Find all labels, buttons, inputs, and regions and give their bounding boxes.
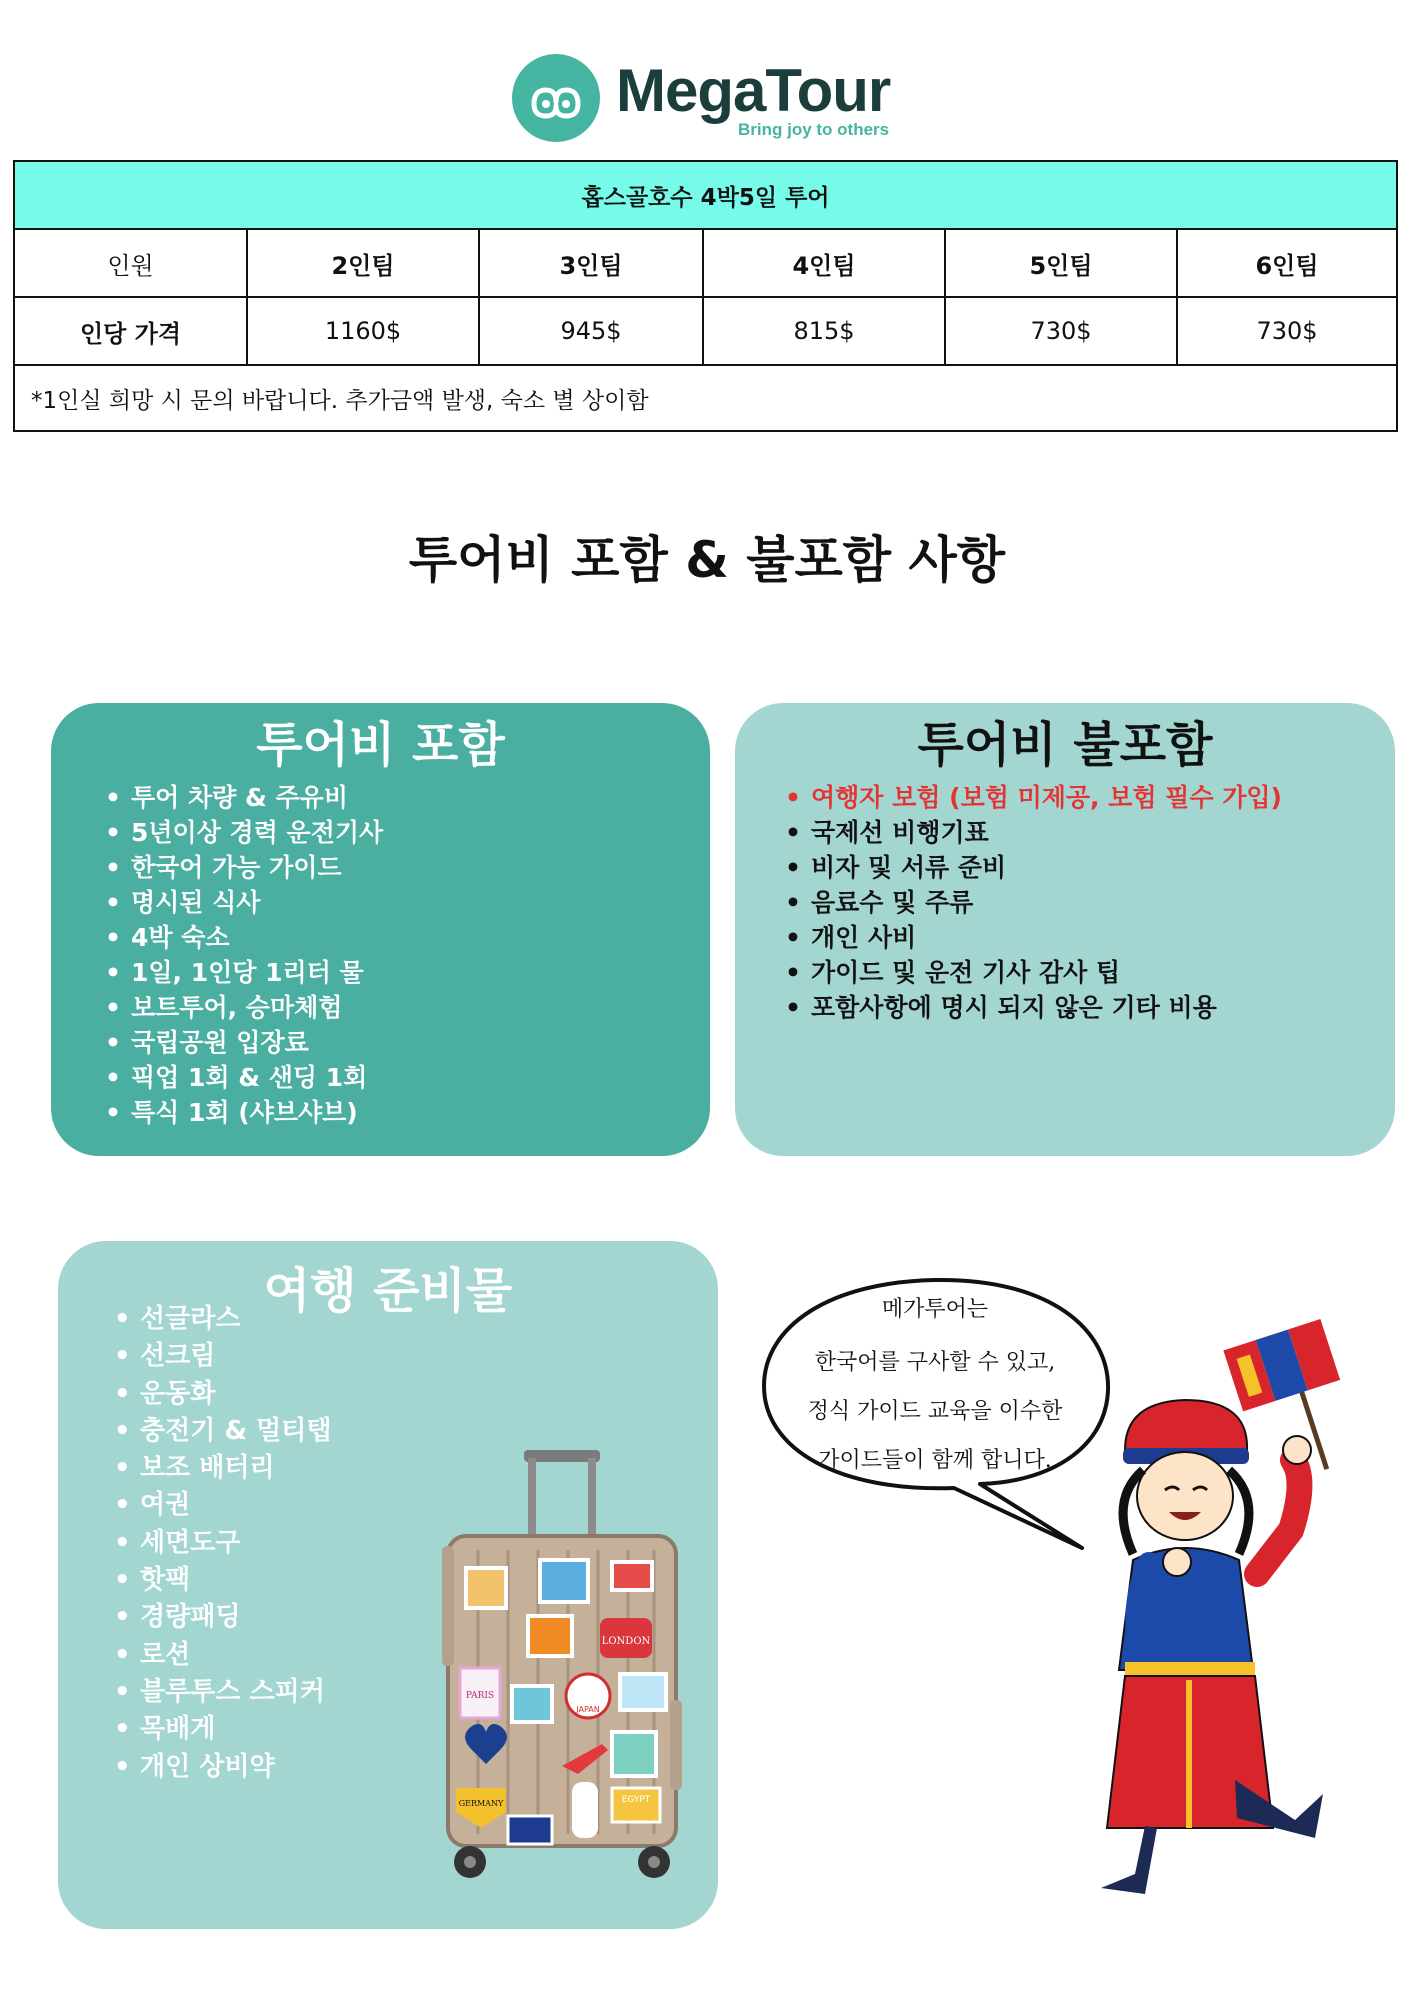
team-size-label: 인원 [14,229,247,297]
list-item: • 음료수 및 주류 [781,885,1282,920]
price-label: 인당 가격 [14,297,247,365]
list-item: • 블루투스 스피커 [110,1674,331,1711]
list-item: • 충전기 & 멀티탭 [110,1413,331,1450]
list-item: • 보조 배터리 [110,1450,331,1487]
team-size-cell: 2인팀 [247,229,479,297]
list-item: • 여권 [110,1487,331,1524]
list-item: • 가이드 및 운전 기사 감사 팁 [781,955,1282,990]
included-list [101,780,383,1130]
list-item: • 국립공원 입장료 [101,1025,383,1060]
list-item: • 픽업 1회 & 샌딩 1회 [101,1060,383,1095]
price-cell: 1160$ [247,297,479,365]
brand-tagline: Bring joy to others [738,120,890,139]
price-table-title-row [14,161,1397,229]
list-item: • 로션 [110,1637,331,1674]
section-title: 투어비 포함 & 불포함 사항 [408,531,1006,589]
list-item: • 투어 차량 & 주유비 [101,780,383,815]
sticker-japan: JAPAN [576,1705,600,1714]
logo-mark-icon [512,54,600,142]
list-item: • 명시된 식사 [101,885,383,920]
excluded-list [781,780,1282,1025]
list-item: • 비자 및 서류 준비 [781,850,1282,885]
sticker-paris: PARIS [465,1691,495,1701]
bubble-line: 가이드들이 함께 합니다. [818,1448,1052,1473]
note-row [14,365,1397,431]
included-panel [51,703,710,1156]
list-item: • 4박 숙소 [101,920,383,955]
team-size-row [14,229,1397,297]
list-item: • 5년이상 경력 운전기사 [101,815,383,850]
price-cell: 945$ [479,297,703,365]
price-cell: 730$ [1177,297,1397,365]
price-table [13,160,1398,432]
list-item: • 보트투어, 승마체험 [101,990,383,1025]
preparation-list [110,1301,331,1786]
list-item: • 세면도구 [110,1525,331,1562]
sticker-london: LONDON [601,1636,651,1647]
price-cell: 730$ [945,297,1177,365]
brand-name: MegaTour [616,57,891,124]
excluded-panel [735,703,1395,1156]
team-size-cell: 6인팀 [1177,229,1397,297]
list-item: • 포함사항에 명시 되지 않은 기타 비용 [781,990,1282,1025]
price-row [14,297,1397,365]
team-size-cell: 3인팀 [479,229,703,297]
list-item: • 선글라스 [110,1301,331,1338]
tour-title: 홉스골호수 4박5일 투어 [14,161,1397,229]
list-item: • 선크림 [110,1338,331,1375]
list-item: • 한국어 가능 가이드 [101,850,383,885]
bubble-line: 정식 가이드 교육을 이수한 [807,1399,1063,1424]
list-item: • 핫팩 [110,1562,331,1599]
list-item: • 개인 상비약 [110,1749,331,1786]
list-item: • 운동화 [110,1376,331,1413]
excluded-title: 투어비 불포함 [917,717,1213,773]
sticker-germany: GERMANY [458,1799,504,1808]
team-size-cell: 4인팀 [703,229,945,297]
list-item: • 1일, 1인당 1리터 물 [101,955,383,990]
team-size-cell: 5인팀 [945,229,1177,297]
insurance-warning-item: • 여행자 보험 (보험 미제공, 보험 필수 가입) [781,780,1282,815]
list-item: • 특식 1회 (샤브샤브) [101,1095,383,1130]
price-cell: 815$ [703,297,945,365]
mongolian-guide-illustration [1085,1300,1345,1900]
single-room-note: *1인실 희망 시 문의 바랍니다. 추가금액 발생, 숙소 별 상이함 [14,365,1397,431]
suitcase-illustration [442,1450,682,1880]
bubble-line: 한국어를 구사할 수 있고, [814,1350,1056,1375]
preparation-title: 여행 준비물 [263,1263,513,1319]
list-item: • 국제선 비행기표 [781,815,1282,850]
list-item: • 경량패딩 [110,1599,331,1636]
sticker-egypt: EGYPT [621,1795,651,1805]
brand-logo [512,54,912,150]
bubble-line: 메가투어는 [881,1297,989,1322]
list-item: • 개인 사비 [781,920,1282,955]
included-title: 투어비 포함 [256,717,505,773]
list-item: • 목배게 [110,1711,331,1748]
